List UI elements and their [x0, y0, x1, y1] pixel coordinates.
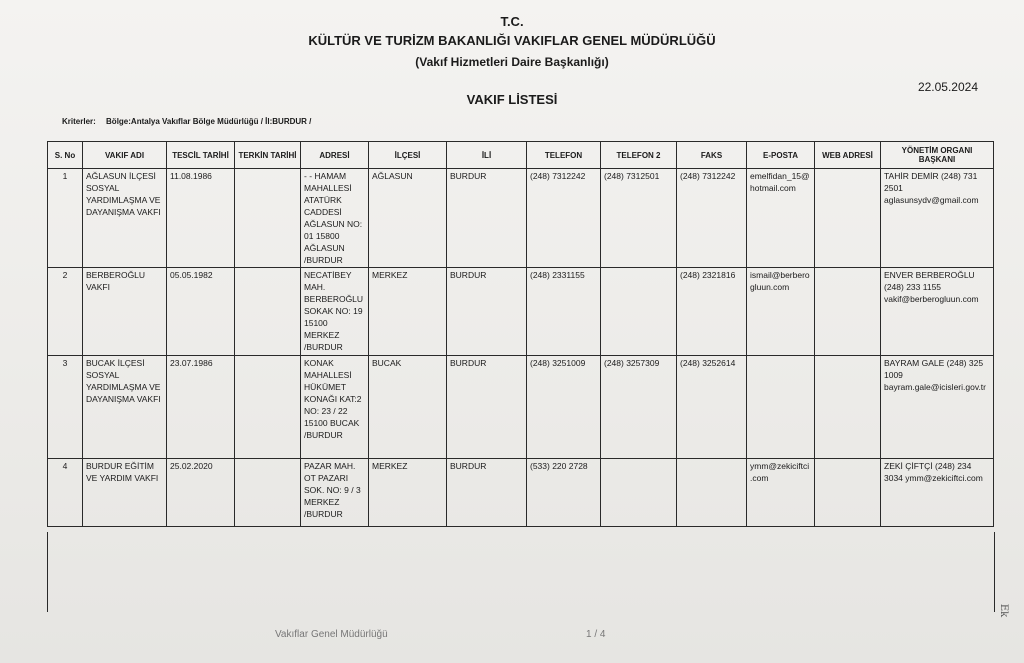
- cell-name: AĞLASUN İLÇESİ SOSYAL YARDIMLAŞMA VE DAYANIŞMA VAKFI: [83, 169, 167, 268]
- col-header-phone: TELEFON: [527, 142, 601, 169]
- page-number: 1 / 4: [586, 629, 606, 640]
- col-header-no: S. No: [48, 142, 83, 169]
- col-header-address: ADRESİ: [301, 142, 369, 169]
- criteria-label: Kriterler:: [62, 117, 96, 126]
- cell-president: ENVER BERBEROĞLU (248) 233 1155 vakif@berberogluun.com: [881, 268, 994, 356]
- cell-terkin: [235, 356, 301, 459]
- col-header-district: İLÇESİ: [369, 142, 447, 169]
- foundation-table: [47, 141, 994, 527]
- cell-web: [815, 356, 881, 459]
- cell-name: BUCAK İLÇESİ SOSYAL YARDIMLAŞMA VE DAYANIŞMA VAKFI: [83, 356, 167, 459]
- cell-address: - - HAMAM MAHALLESİ ATATÜRK CADDESİ AĞLASUN NO: 01 15800 AĞLASUN /BURDUR: [301, 169, 369, 268]
- cell-address: PAZAR MAH. OT PAZARI SOK. NO: 9 / 3 MERKEZ /BURDUR: [301, 459, 369, 527]
- header-department: (Vakıf Hizmetleri Daire Başkanlığı): [415, 55, 609, 69]
- table-row: [48, 268, 994, 356]
- cell-phone2: [601, 268, 677, 356]
- header-tc: T.C.: [500, 14, 524, 29]
- cell-tescil: 11.08.1986: [167, 169, 235, 268]
- col-header-web: WEB ADRESİ: [815, 142, 881, 169]
- criteria-value: Bölge:Antalya Vakıflar Bölge Müdürlüğü / İl:BURDUR /: [106, 117, 312, 126]
- cell-terkin: [235, 268, 301, 356]
- page-border-lines: [47, 532, 995, 612]
- col-header-terkin: TERKİN TARİHİ: [235, 142, 301, 169]
- cell-web: [815, 459, 881, 527]
- table-header-row: [48, 142, 994, 169]
- cell-district: AĞLASUN: [369, 169, 447, 268]
- side-mark: Ek: [997, 603, 1009, 618]
- cell-tescil: 25.02.2020: [167, 459, 235, 527]
- cell-fax: [677, 459, 747, 527]
- header-ministry: KÜLTÜR VE TURİZM BAKANLIĞI VAKIFLAR GENEL MÜDÜRLÜĞÜ: [308, 33, 716, 48]
- cell-province: BURDUR: [447, 268, 527, 356]
- cell-province: BURDUR: [447, 459, 527, 527]
- cell-no: 2: [48, 268, 83, 356]
- cell-web: [815, 268, 881, 356]
- cell-terkin: [235, 459, 301, 527]
- col-header-fax: FAKS: [677, 142, 747, 169]
- col-header-province: İLİ: [447, 142, 527, 169]
- document-date: 22.05.2024: [917, 80, 978, 94]
- cell-phone2: (248) 3257309: [601, 356, 677, 459]
- col-header-email: E-POSTA: [747, 142, 815, 169]
- criteria: [62, 117, 311, 126]
- col-header-president: YÖNETİM ORGANI BAŞKANI: [881, 142, 994, 169]
- cell-name: BERBEROĞLU VAKFI: [83, 268, 167, 356]
- cell-address: NECATİBEY MAH. BERBEROĞLU SOKAK NO: 19 15100 MERKEZ /BURDUR: [301, 268, 369, 356]
- cell-no: 1: [48, 169, 83, 268]
- cell-phone2: [601, 459, 677, 527]
- cell-district: BUCAK: [369, 356, 447, 459]
- cell-phone2: (248) 7312501: [601, 169, 677, 268]
- table-row: [48, 356, 994, 459]
- col-header-phone2: TELEFON 2: [601, 142, 677, 169]
- cell-district: MERKEZ: [369, 459, 447, 527]
- cell-president: ZEKİ ÇİFTÇİ (248) 234 3034 ymm@zekiciftci.com: [881, 459, 994, 527]
- col-header-tescil: TESCİL TARİHİ: [167, 142, 235, 169]
- cell-phone: (533) 220 2728: [527, 459, 601, 527]
- cell-district: MERKEZ: [369, 268, 447, 356]
- cell-tescil: 23.07.1986: [167, 356, 235, 459]
- cell-email: [747, 356, 815, 459]
- cell-no: 4: [48, 459, 83, 527]
- page-title: VAKIF LİSTESİ: [466, 92, 558, 107]
- cell-email: emelfidan_15@hotmail.com: [747, 169, 815, 268]
- cell-tescil: 05.05.1982: [167, 268, 235, 356]
- cell-province: BURDUR: [447, 169, 527, 268]
- cell-fax: (248) 3252614: [677, 356, 747, 459]
- cell-president: TAHİR DEMİR (248) 731 2501 aglasunsydv@gmail.com: [881, 169, 994, 268]
- table-row: [48, 169, 994, 268]
- cell-name: BURDUR EĞİTİM VE YARDIM VAKFI: [83, 459, 167, 527]
- cell-fax: (248) 7312242: [677, 169, 747, 268]
- cell-fax: (248) 2321816: [677, 268, 747, 356]
- cell-no: 3: [48, 356, 83, 459]
- cell-terkin: [235, 169, 301, 268]
- footer-organization: Vakıflar Genel Müdürlüğü: [275, 629, 388, 640]
- table-row: [48, 459, 994, 527]
- cell-address: KONAK MAHALLESİ HÜKÜMET KONAĞI KAT:2 NO: 23 / 22 15100 BUCAK /BURDUR: [301, 356, 369, 459]
- cell-president: BAYRAM GALE (248) 325 1009 bayram.gale@icisleri.gov.tr: [881, 356, 994, 459]
- cell-phone: (248) 2331155: [527, 268, 601, 356]
- cell-phone: (248) 3251009: [527, 356, 601, 459]
- col-header-name: VAKIF ADI: [83, 142, 167, 169]
- cell-province: BURDUR: [447, 356, 527, 459]
- cell-web: [815, 169, 881, 268]
- cell-phone: (248) 7312242: [527, 169, 601, 268]
- cell-email: ismail@berberogluun.com: [747, 268, 815, 356]
- cell-email: ymm@zekiciftci.com: [747, 459, 815, 527]
